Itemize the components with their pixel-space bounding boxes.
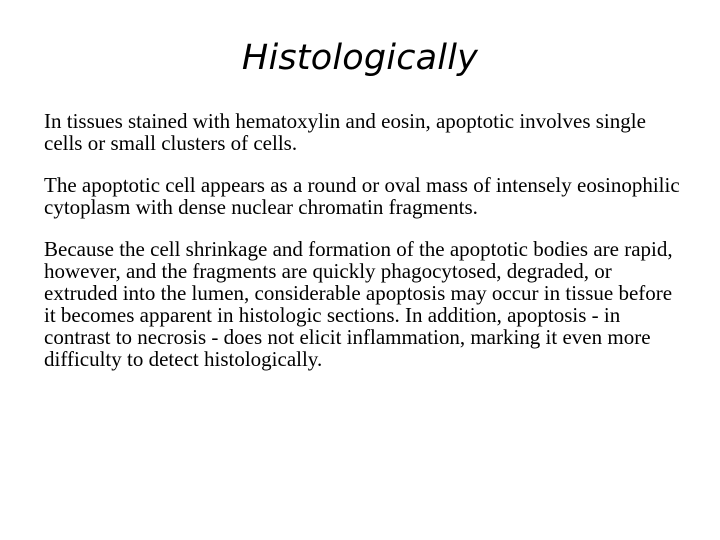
paragraph-1: In tissues stained with hematoxylin and eosin, apoptotic involves single cells or small clusters of cells. xyxy=(44,109,646,155)
paragraph-2: The apoptotic cell appears as a round or oval mass of intensely eosinophilic cytoplasm with dense nuclear chromatin fragments. xyxy=(44,173,680,219)
slide-title: Histologically xyxy=(241,38,479,78)
slide-body xyxy=(44,110,684,370)
paragraph-3: Because the cell shrinkage and formation of the apoptotic bodies are rapid, however, and the fragments are quickly phagocytosed, degraded, or extruded into the lumen, considerable apoptosis may occur in tissue before it becomes apparent in histologic sections. In addition, apoptosis - in contrast to necrosis - does not elicit inflammation, marking it even more difficulty to detect histologically. xyxy=(44,237,673,371)
